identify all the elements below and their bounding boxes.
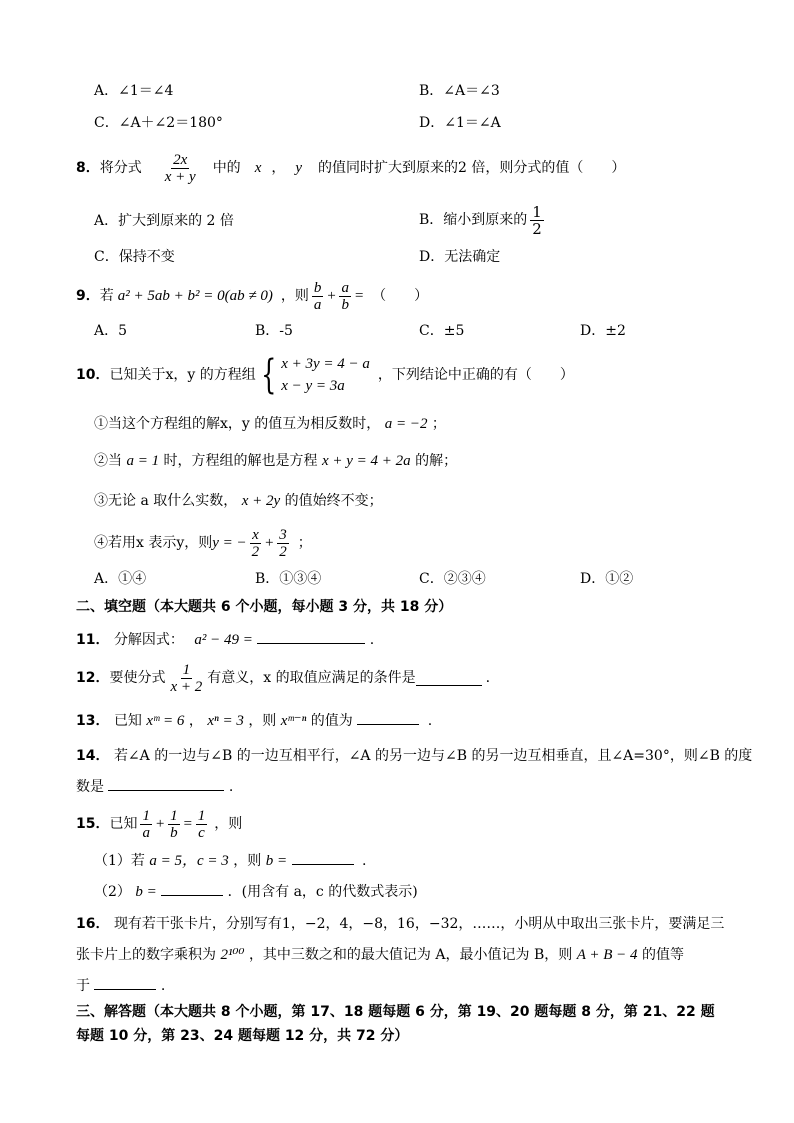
- equation: a = 5，c = 3: [149, 853, 229, 869]
- statement-text: ；: [431, 416, 446, 432]
- brace-symbol: {: [260, 352, 277, 398]
- answer-blank[interactable]: [108, 776, 224, 791]
- answer-blank[interactable]: [257, 629, 365, 644]
- question-text: 的值等: [641, 947, 684, 963]
- question-16-cont-2: [76, 975, 165, 996]
- question-text: ，下列结论中正确的有（ ）: [377, 367, 574, 383]
- q8-option-c: C．保持不变: [94, 249, 175, 265]
- q9-option-d: D．±2: [580, 323, 626, 339]
- fraction-numerator: a: [341, 279, 349, 296]
- q10-option-c: C．②③④: [419, 571, 486, 587]
- question-text: 中的: [212, 160, 241, 176]
- q8-option-a: A．扩大到原来的 2 倍: [94, 213, 234, 229]
- statement-text: 的值始终不变；: [284, 493, 383, 509]
- math-var: x: [254, 160, 262, 176]
- fraction: [277, 527, 289, 560]
- fraction: [339, 280, 351, 313]
- equation: b =: [265, 853, 288, 869]
- question-text: .: [427, 713, 433, 729]
- fraction-denominator: 2: [251, 543, 260, 560]
- question-text: 有意义，x 的取值应满足的条件是: [207, 670, 416, 686]
- question-11: [76, 629, 374, 650]
- equation: a = −2: [384, 416, 428, 432]
- equation: xᵐ⁻ⁿ: [280, 713, 307, 729]
- q7-option-b: B．∠A＝∠3: [419, 83, 500, 99]
- statement-text: 时，方程组的解也是方程: [163, 453, 318, 469]
- answer-blank[interactable]: [357, 710, 419, 725]
- equation: x − y = 3a: [281, 378, 345, 394]
- question-12: [76, 658, 490, 698]
- fraction-numerator: 1: [532, 202, 542, 221]
- question-number: 9．: [76, 288, 100, 304]
- question-number: 15．: [76, 816, 110, 832]
- answer-blank[interactable]: [292, 850, 354, 865]
- fraction-numerator: 1: [197, 807, 206, 824]
- fraction-numerator: 3: [279, 526, 287, 543]
- math-operator: +: [154, 816, 166, 832]
- fraction-numerator: b: [313, 279, 322, 296]
- question-9: [76, 276, 428, 316]
- question-text: .: [160, 978, 166, 994]
- question-16: [76, 914, 724, 934]
- fraction-denominator: c: [198, 824, 205, 841]
- question-number: 13．: [76, 713, 110, 729]
- equation: b =: [135, 884, 157, 900]
- question-14-cont: [76, 776, 233, 797]
- question-text: ，: [271, 160, 286, 176]
- fraction: [168, 808, 180, 841]
- equation: x + y = 4 + 2a: [321, 453, 411, 469]
- fraction-denominator: a: [313, 296, 322, 313]
- question-text: ，其中三数之和的最大值记为 A，最小值记为 B，则: [248, 947, 573, 963]
- q10-option-a: A．①④: [94, 571, 147, 587]
- question-text: 数是: [76, 779, 104, 795]
- math-operator: +: [326, 288, 337, 304]
- fraction-denominator: a: [142, 824, 150, 841]
- question-text: 张卡片上的数字乘积为: [76, 947, 216, 963]
- equation: a² + 5ab + b² = 0(ab ≠ 0): [117, 288, 273, 304]
- fraction: [140, 808, 152, 841]
- equation-system: [281, 353, 370, 397]
- question-15: [76, 804, 242, 844]
- fraction-denominator: b: [170, 824, 178, 841]
- question-number: 16．: [76, 916, 110, 932]
- answer-blank[interactable]: [94, 975, 156, 990]
- question-10: [76, 350, 574, 400]
- fraction-numerator: x: [252, 526, 259, 543]
- question-text: .: [369, 632, 375, 648]
- section-2-heading: 二、填空题（本大题共 6 个小题，每小题 3 分，共 18 分）: [76, 599, 453, 615]
- answer-blank[interactable]: [416, 671, 482, 686]
- q10-statement-2: [94, 451, 457, 471]
- question-text: .: [228, 779, 234, 795]
- q9-option-b: B．-5: [255, 323, 293, 339]
- question-number: 11．: [76, 632, 110, 648]
- equation: a = 1: [126, 453, 160, 469]
- math-operator: =: [182, 816, 193, 832]
- q10-statement-3: [94, 491, 383, 511]
- q9-option-c: C．±5: [419, 323, 465, 339]
- question-text: 分解因式：: [113, 632, 184, 648]
- question-14: [76, 746, 752, 766]
- equation: xᵐ = 6: [146, 713, 185, 729]
- statement-text: ②当: [94, 453, 122, 469]
- fraction-denominator: 2: [532, 219, 542, 238]
- question-text: 的值同时扩大到原来的2 倍，则分式的值（ ）: [318, 160, 626, 176]
- fraction-denominator: b: [341, 296, 349, 313]
- equation: xⁿ = 3: [207, 713, 244, 729]
- math-var: y: [295, 160, 303, 176]
- fraction: [312, 280, 324, 313]
- question-16-cont: [76, 945, 684, 965]
- question-number: 10．: [76, 367, 110, 383]
- fraction: [530, 204, 544, 237]
- option-text: B．缩小到原来的: [419, 212, 528, 228]
- q10-statement-4: [94, 523, 312, 563]
- question-text: 要使分式: [109, 670, 166, 686]
- question-text: （1）若: [94, 853, 145, 869]
- question-text: ，: [188, 713, 203, 729]
- fraction-denominator: 2: [279, 543, 287, 560]
- question-text: 若: [99, 288, 114, 304]
- question-15-part-1: [94, 850, 366, 871]
- statement-text: ①当这个方程组的解x，y 的值互为相反数时，: [94, 416, 381, 432]
- q8-option-d: D．无法确定: [419, 249, 501, 265]
- question-13: [76, 710, 432, 731]
- q10-option-d: D．①②: [580, 571, 634, 587]
- question-text: （ ）: [372, 288, 429, 304]
- question-text: .: [361, 853, 367, 869]
- q10-option-b: B．①③④: [255, 571, 322, 587]
- question-text: ，则: [233, 853, 262, 869]
- math-operator: =: [353, 288, 365, 304]
- fraction: [250, 527, 262, 560]
- equation: 2¹⁰⁰: [220, 947, 245, 963]
- statement-text: ④若用x 表示y，则: [94, 535, 213, 551]
- equation: A + B − 4: [576, 947, 638, 963]
- fraction-denominator: x + y: [164, 168, 196, 185]
- q9-option-a: A．5: [94, 323, 128, 339]
- question-text: 已知: [109, 816, 138, 832]
- statement-text: ；: [297, 535, 312, 551]
- q7-option-c: C．∠A＋∠2＝180°: [94, 115, 223, 131]
- question-number: 14．: [76, 748, 110, 764]
- equation: y = −: [212, 535, 247, 551]
- question-number: 8．: [76, 160, 100, 176]
- equation: a² − 49 =: [194, 632, 253, 648]
- question-text: 已知关于x，y 的方程组: [109, 367, 256, 383]
- question-number: 12．: [76, 670, 110, 686]
- fraction: [168, 662, 204, 695]
- section-3-heading-cont: 每题 10 分，第 23、24 题每题 12 分，共 72 分）: [76, 1028, 409, 1044]
- fraction-numerator: 1: [170, 807, 178, 824]
- math-operator: +: [264, 535, 275, 551]
- question-8: [76, 148, 625, 188]
- question-text: 已知: [113, 713, 142, 729]
- question-text: ，则: [280, 288, 309, 304]
- fraction-denominator: x + 2: [170, 678, 203, 695]
- question-text: 的值为: [310, 713, 353, 729]
- q7-option-a: A．∠1＝∠4: [94, 83, 174, 99]
- fraction-numerator: 1: [182, 661, 191, 678]
- section-3-heading: 三、解答题（本大题共 8 个小题，第 17、18 题每题 6 分，第 19、20 题每题 8 分，第 21、22 题: [76, 1004, 715, 1020]
- equation: x + 2y: [241, 493, 281, 509]
- question-text: 若∠A 的一边与∠B 的一边互相平行，∠A 的另一边与∠B 的另一边互相垂直，且∠A=30°，则∠B 的度: [113, 748, 753, 764]
- fraction-numerator: 2x: [173, 151, 188, 168]
- question-text: 将分式: [99, 160, 142, 176]
- statement-text: ③无论 a 取什么实数，: [94, 493, 238, 509]
- statement-text: 的解；: [415, 453, 458, 469]
- fraction: [163, 152, 198, 185]
- question-text: 于: [76, 978, 90, 994]
- fraction: [196, 808, 208, 841]
- question-text: .: [485, 670, 491, 686]
- fraction-numerator: 1: [142, 807, 150, 824]
- q10-statement-1: [94, 414, 446, 434]
- answer-blank[interactable]: [161, 881, 223, 896]
- question-text: ，则: [214, 816, 243, 832]
- equation: x + 3y = 4 − a: [281, 356, 370, 372]
- question-text: ．(用含有 a，c 的代数式表示): [227, 884, 418, 900]
- question-15-part-2: [94, 881, 418, 902]
- question-text: （2）: [94, 884, 131, 900]
- question-text: 现有若干张卡片，分别写有1，−2，4，−8，16，−32，……，小明从中取出三张卡片，要满足三: [113, 916, 725, 932]
- q7-option-d: D．∠1＝∠A: [419, 115, 501, 131]
- question-text: ，则: [248, 713, 277, 729]
- q8-option-b: [419, 200, 547, 240]
